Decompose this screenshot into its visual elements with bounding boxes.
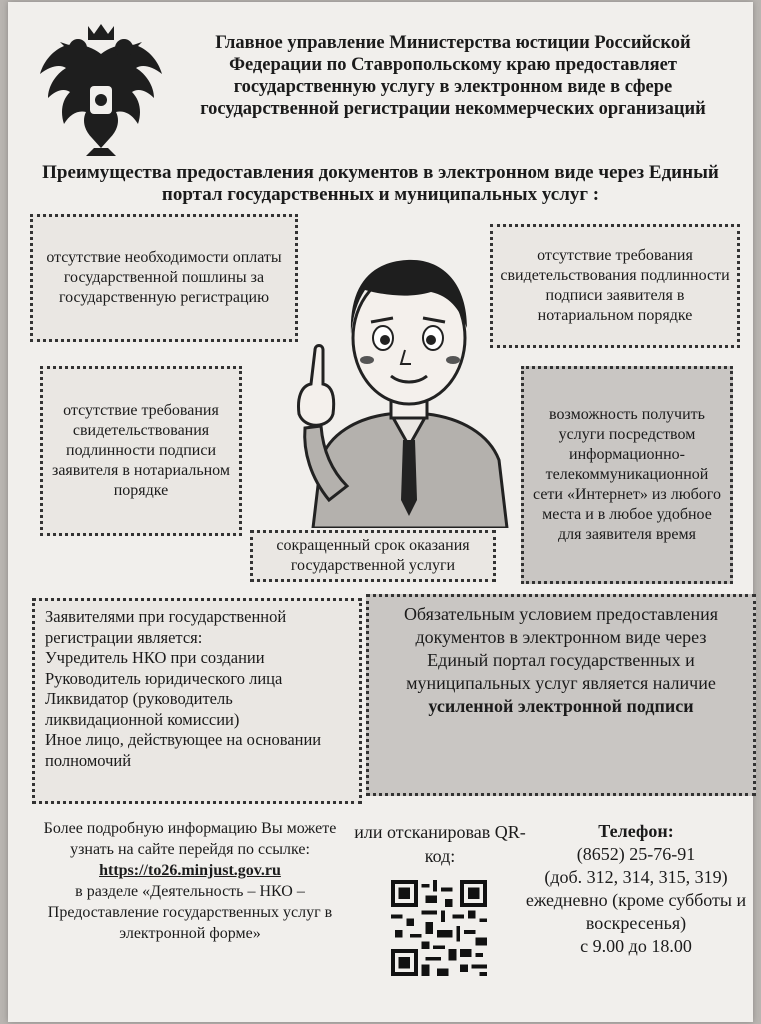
applicant-item: Иное лицо, действующее на основании полномочий — [45, 730, 322, 770]
advantage-no-notary-left: отсутствие требования свидетельствования подлинности подписи заявителя в нотариальном порядке — [40, 366, 242, 536]
advantages-heading: Преимущества предоставления документов в электронном виде через Единый портал государственных и муниципальных услуг : — [42, 162, 719, 205]
info-text-before: Более подробную информацию Вы можете узнать на сайте перейдя по ссылке: — [43, 820, 337, 858]
more-info-block — [30, 818, 350, 944]
applicant-item: Руководитель юридического лица — [45, 668, 283, 688]
man-pointing-illustration — [293, 238, 523, 528]
work-schedule: ежедневно (кроме субботы и воскресенья) — [525, 890, 747, 933]
applicants-box — [32, 598, 362, 804]
condition-text: Обязательным условием предоставления документов в электронном виде через Единый портал государственных и муниципальных услуг является наличие — [403, 604, 719, 693]
applicants-heading: Заявителями при государственной регистрации является: — [45, 607, 287, 647]
condition-box — [366, 594, 756, 796]
phone-extensions: (доб. 312, 314, 315, 319) — [544, 867, 728, 887]
advantage-short-term: сокращенный срок оказания государственной услуги — [250, 530, 496, 582]
phone-heading: Телефон: — [598, 821, 674, 841]
qr-label: или отсканировав QR-код: — [354, 822, 526, 866]
site-link[interactable]: https://to26.minjust.gov.ru — [99, 862, 281, 879]
double-headed-eagle-emblem — [36, 16, 166, 156]
condition-strong-text: усиленной электронной подписи — [428, 696, 694, 716]
advantage-no-fee: отсутствие необходимости оплаты государственной пошлины за государственную регистрацию — [30, 214, 298, 342]
phone-number[interactable]: (8652) 25-76-91 — [576, 844, 696, 864]
applicant-item: Учредитель НКО при создании — [45, 648, 265, 667]
header-title: Главное управление Министерства юстиции Российской Федерации по Ставропольскому краю предоставляет государственную услугу в электронном виде в сфере государственной регистрации некоммерческих организаций — [200, 33, 706, 119]
advantage-internet: возможность получить услуги посредством информационно-телекоммуникационной сети «Интернет» из любого места и в любое удобное для заявителя время — [521, 366, 733, 584]
info-text-after: в разделе «Деятельность – НКО – Предоставление государственных услуг в электронной форме» — [47, 883, 333, 942]
work-hours: с 9.00 до 18.00 — [580, 936, 692, 956]
advantage-no-notary-top: отсутствие требования свидетельствования подлинности подписи заявителя в нотариальном порядке — [490, 224, 740, 348]
qr-code[interactable] — [391, 880, 487, 976]
applicant-item: Ликвидатор (руководитель ликвидационной комиссии) — [45, 689, 240, 729]
flyer-sheet — [8, 2, 753, 1022]
contacts-block — [516, 820, 756, 958]
